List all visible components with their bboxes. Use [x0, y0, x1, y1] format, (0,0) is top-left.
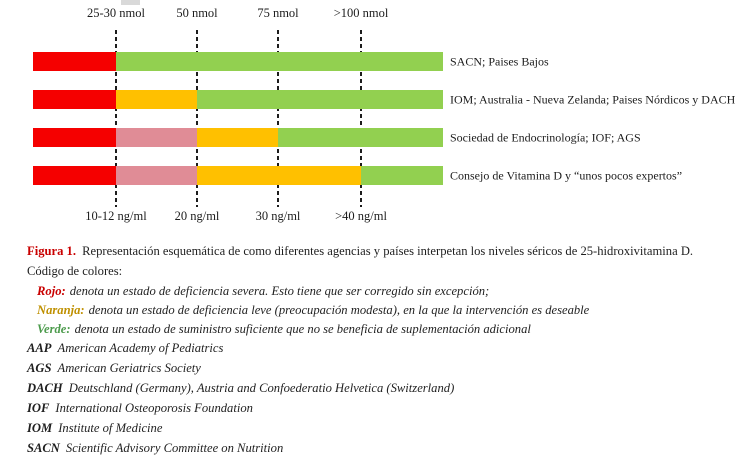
bar-segment-red — [33, 166, 116, 185]
bar-segment-red — [33, 52, 116, 71]
abbreviation-name: International Osteoporosis Foundation — [55, 401, 253, 415]
bar-segment-pink — [116, 128, 197, 147]
abbreviation-line-ags — [27, 361, 750, 375]
color-code-line-0 — [37, 284, 750, 298]
abbreviation-term: SACN — [27, 441, 60, 455]
bottom-axis-label-2: 30 ng/ml — [255, 209, 301, 223]
color-code-label: Naranja: — [37, 303, 85, 317]
bar-segment-orange — [197, 128, 278, 147]
abbreviation-term: AGS — [27, 361, 52, 375]
color-code-label: Rojo: — [37, 284, 66, 298]
color-code-label: Verde: — [37, 322, 71, 336]
figure-caption — [27, 244, 750, 258]
abbreviation-line-aap — [27, 341, 750, 355]
color-code-text: denota un estado de suministro suficiente que no se beneficia de suplementación adicional — [74, 322, 531, 336]
bottom-axis-label-3: >40 ng/ml — [335, 209, 387, 223]
bottom-axis-label-0: 10-12 ng/ml — [85, 209, 147, 223]
row-label-0: SACN; Paises Bajos — [450, 54, 549, 69]
color-code-line-2 — [37, 322, 750, 336]
figure-label: Figura 1. — [27, 244, 76, 258]
scan-artifact — [121, 0, 140, 5]
abbreviation-term: AAP — [27, 341, 52, 355]
bar-segment-orange — [197, 166, 361, 185]
top-axis-label-1: 50 nmol — [176, 6, 218, 20]
abbreviation-list — [27, 341, 750, 455]
abbreviation-name: American Academy of Pediatrics — [57, 341, 224, 355]
color-code-line-1 — [37, 303, 750, 317]
row-label-1: IOM; Australia - Nueva Zelanda; Paises Nórdicos y DACH — [450, 92, 736, 107]
abbreviation-name: American Geriatrics Society — [57, 361, 201, 375]
bar-segment-red — [33, 128, 116, 147]
top-axis-label-0: 25-30 nmol — [87, 6, 145, 20]
abbreviation-line-iom — [27, 421, 750, 435]
caption-block — [27, 244, 750, 461]
bar-segment-green — [278, 128, 443, 147]
bar-segment-green — [197, 90, 443, 109]
abbreviation-line-iof — [27, 401, 750, 415]
top-axis-label-3: >100 nmol — [333, 6, 389, 20]
abbreviation-term: IOM — [27, 421, 53, 435]
bar-segment-red — [33, 90, 116, 109]
bar-segment-pink — [116, 166, 197, 185]
bar-segment-green — [361, 166, 443, 185]
color-code-heading: Código de colores: — [27, 264, 123, 278]
abbreviation-line-dach — [27, 381, 750, 395]
abbreviation-name: Scientific Advisory Committee on Nutrition — [65, 441, 284, 455]
color-code-list — [27, 284, 750, 336]
abbreviation-name: Institute of Medicine — [58, 421, 163, 435]
bottom-axis-label-1: 20 ng/ml — [174, 209, 220, 223]
bar-segment-orange — [116, 90, 197, 109]
figure-caption-text: Representación esquemática de como diferentes agencias y países interpetan los niveles séricos de 25-hidroxivitamina D. — [82, 244, 694, 258]
abbreviation-term: IOF — [27, 401, 50, 415]
abbreviation-term: DACH — [27, 381, 63, 395]
color-code-text: denota un estado de deficiencia leve (preocupación modesta), en la que la intervención es deseable — [88, 303, 590, 317]
bar-segment-green — [116, 52, 443, 71]
row-label-3: Consejo de Vitamina D y “unos pocos expertos” — [450, 168, 683, 183]
abbreviation-line-sacn — [27, 441, 750, 455]
row-label-2: Sociedad de Endocrinología; IOF; AGS — [450, 130, 641, 145]
top-axis-label-2: 75 nmol — [257, 6, 299, 20]
color-code-text: denota un estado de deficiencia severa. Esto tiene que ser corregido sin excepción; — [69, 284, 490, 298]
abbreviation-name: Deutschland (Germany), Austria and Confoederatio Helvetica (Switzerland) — [68, 381, 455, 395]
